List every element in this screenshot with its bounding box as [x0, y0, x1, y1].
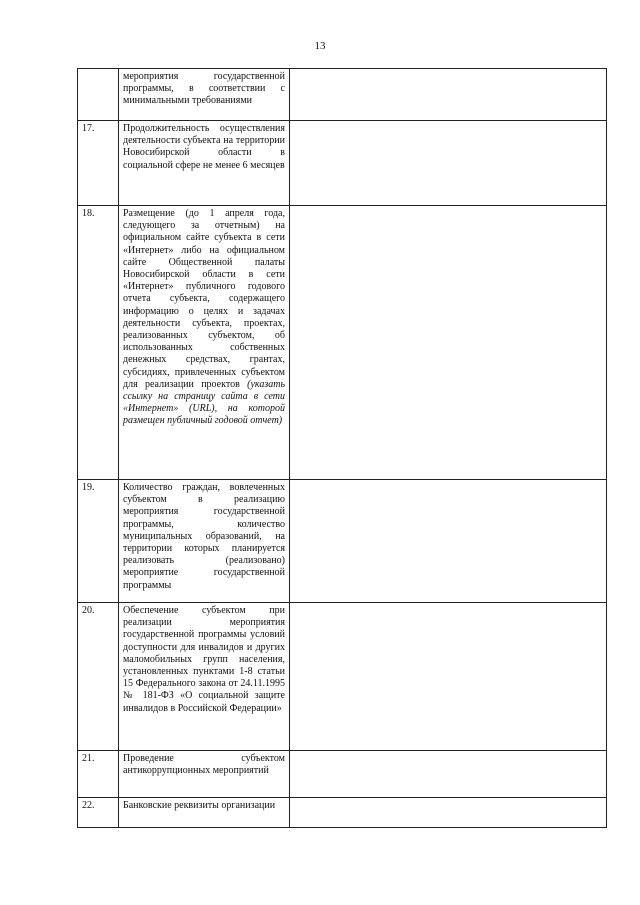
row-description — [119, 69, 290, 121]
row-description — [119, 751, 290, 798]
row-description — [119, 480, 290, 603]
row-text: Размещение (до 1 апреля года, следующего за отчетным) на официальном сайте субъекта в сети «Интернет» либо на официальном сайте Общественной палаты Новосибирской области в сети «Интернет» публичного годового отчета субъекта, содержащего информацию о целях и задачах деятельности субъекта, проектах, реализованных субъектом, об использованных собственных денежных средствах, грантах, субсидиях, привлеченных субъектом для реализации проектов — [123, 208, 285, 390]
page-number: 13 — [314, 40, 326, 52]
table-row — [78, 751, 607, 798]
row-number: 22. — [78, 798, 119, 828]
form-table — [77, 68, 607, 828]
row-number: 20. — [78, 603, 119, 751]
row-description — [119, 603, 290, 751]
row-text: мероприятия государственной программы, в соответствии с минимальными требованиями — [123, 71, 285, 107]
row-value-cell[interactable] — [290, 206, 607, 480]
table-row — [78, 69, 607, 121]
row-italic-note: (указать ссылку на страницу сайта в сети «Интернет» (URL), на которой размещен публичный годовой отчет) — [123, 378, 285, 427]
row-text: Количество граждан, вовлеченных субъектом в реализацию мероприятия государственной программы, количество муниципальных образований, на территории которых планируется реализовать (реализовано) мероприятие государственной программы — [123, 482, 285, 591]
table-row — [78, 206, 607, 480]
table-row — [78, 480, 607, 603]
row-number: 17. — [78, 121, 119, 206]
table-row — [78, 603, 607, 751]
table-row — [78, 121, 607, 206]
row-description — [119, 206, 290, 480]
row-value-cell[interactable] — [290, 69, 607, 121]
row-description — [119, 121, 290, 206]
row-text: Проведение субъектом антикоррупционных мероприятий — [123, 753, 285, 777]
row-value-cell[interactable] — [290, 798, 607, 828]
row-value-cell[interactable] — [290, 480, 607, 603]
row-number: 21. — [78, 751, 119, 798]
row-number: 19. — [78, 480, 119, 603]
row-text: Продолжительность осуществления деятельности субъекта на территории Новосибирской области в социальной сфере не менее 6 месяцев — [123, 123, 285, 171]
row-number: 18. — [78, 206, 119, 480]
row-text: Обеспечение субъектом при реализации мероприятия государственной программы условий доступности для инвалидов и других маломобильных групп населения, установленных пунктами 1-8 статьи 15 Федерального закона от 24.11.1995 № 181-ФЗ «О социальной защите инвалидов в Российской Федерации» — [123, 605, 285, 714]
row-number — [78, 69, 119, 121]
table-row — [78, 798, 607, 828]
row-value-cell[interactable] — [290, 751, 607, 798]
row-description — [119, 798, 290, 828]
row-text: Банковские реквизиты организации — [123, 800, 276, 811]
row-value-cell[interactable] — [290, 121, 607, 206]
row-value-cell[interactable] — [290, 603, 607, 751]
